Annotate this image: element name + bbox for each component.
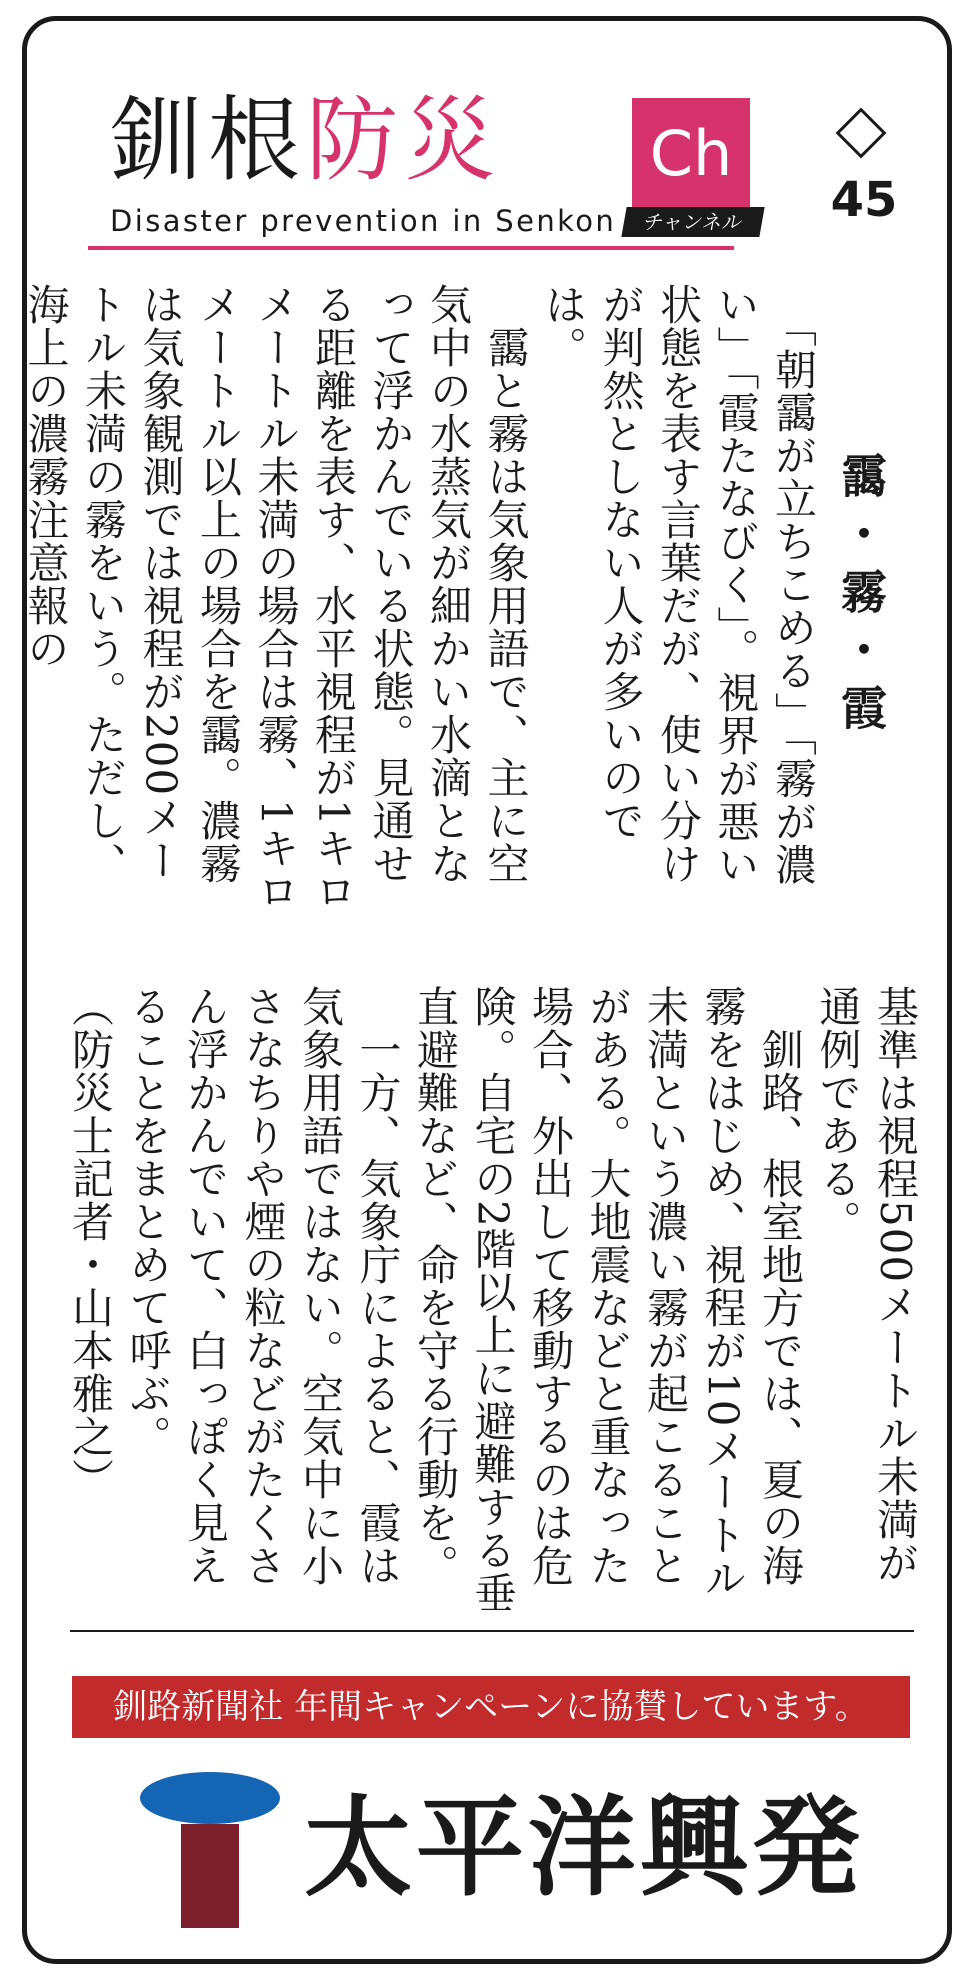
sponsor-name: 太平洋興発 xyxy=(304,1786,865,1911)
article-title: 靄・霧・霞 xyxy=(834,452,888,742)
sponsor-banner: 釧路新聞社 年間キャンペーンに協賛しています。 xyxy=(72,1676,910,1738)
divider xyxy=(70,1630,914,1632)
logo-english-subtitle: Disaster prevention in Senkon xyxy=(110,204,617,238)
article-body-upper: 「朝靄が立ちこめる」「霧が濃い」「霞たなびく」。視界が悪い状態を表す言葉だが、使い分けが判然としない人が多いのでは。 靄と霧は気象用語で、主に空気中の水蒸気が細かい水滴となって浮かんでいる状態。見通せる距離を表す、水平視程が1キロメートル未満の場合は霧、1キロメートル以上の場合を靄。濃霧は気象観測では視程が200メートル未満の霧をいう。ただし、海上の濃霧注意報の xyxy=(21,283,818,913)
article-body-lower-text: 基準は視程500メートル未満が通例である。 釧路、根室地方では、夏の海霧をはじめ、視程が10メートル未満という濃い霧が起こることがある。大地震などと重なった場合、外出して移動するのは危険。自宅の2階以上に避難する垂直避難など、命を守る行動を。 一方、気象庁によると、霞は気象用語ではない。空気中に小さなちりや煙の粒などがたくさん浮かんでいて、白っぽく見えることをまとめて呼ぶ。 xyxy=(123,985,920,1615)
logo-underline xyxy=(88,246,734,250)
sponsor-logo-bar xyxy=(181,1824,239,1928)
article-body-lower xyxy=(66,985,924,1625)
channel-subtitle: チャンネル xyxy=(621,207,764,237)
column-logo xyxy=(110,87,503,194)
channel-badge: Ch xyxy=(632,98,750,210)
logo-text-senkon: 釧根 xyxy=(110,87,307,194)
article-byline: （防災士記者・山本雅之） xyxy=(66,985,115,1501)
issue-number: 45 xyxy=(830,172,898,228)
sponsor-logo-oval xyxy=(140,1772,280,1824)
logo-text-bousai: 防災 xyxy=(306,87,503,194)
sponsor-logo-icon xyxy=(140,1772,280,1932)
